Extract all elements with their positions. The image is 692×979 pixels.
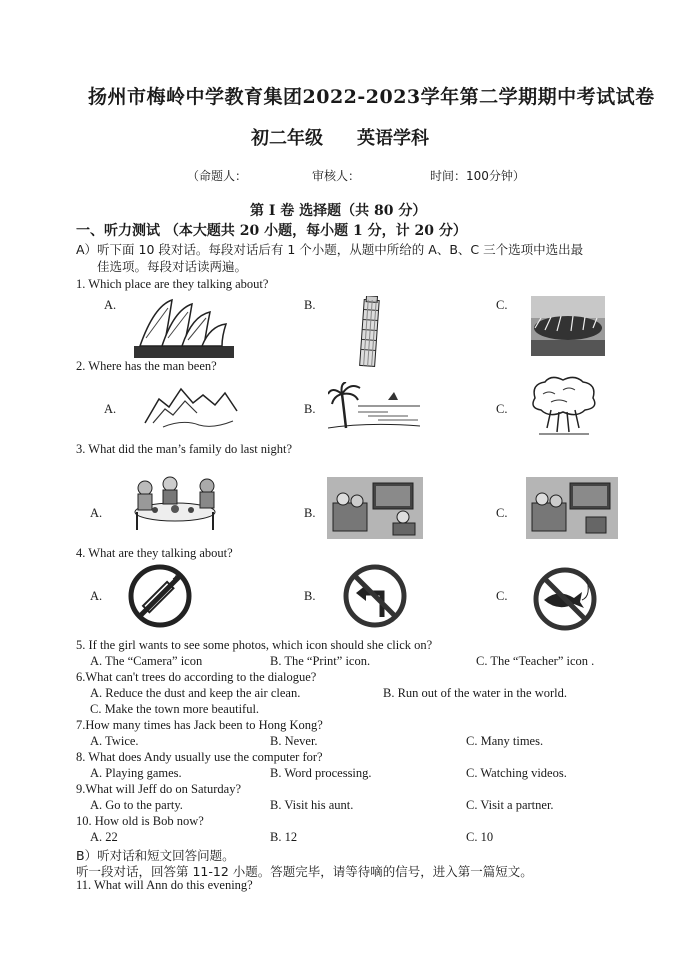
q1-option-a: A. [104,298,117,312]
q2-option-b: B. [304,402,316,416]
q1-option-b: B. [304,298,316,312]
q5-option-b: B. The “Print” icon. [270,654,371,668]
question-10: 10. How old is Bob now? [76,814,204,828]
stadium-icon [531,296,605,356]
question-2: 2. Where has the man been? [76,359,217,373]
q3-option-a: A. [90,506,103,520]
question-11: 11. What will Ann do this evening? [76,878,253,892]
setter-label: （命题人： [187,169,248,183]
reviewer-label: 审核人： [312,169,361,183]
q6-option-a: A. Reduce the dust and keep the air clean. [90,686,301,700]
q10-option-c: C. 10 [466,830,494,844]
question-9: 9.What will Jeff do on Saturday? [76,782,242,796]
q9-option-a: A. Go to the party. [90,798,183,812]
q3-option-b: B. [304,506,316,520]
q7-option-c: C. Many times. [466,734,544,748]
q7-option-a: A. Twice. [90,734,139,748]
q9-option-b: B. Visit his aunt. [270,798,354,812]
opera-house-icon [134,296,234,358]
q8-option-c: C. Watching videos. [466,766,567,780]
family-tv-icon [327,477,423,539]
q1-option-c: C. [496,298,508,312]
q4-option-a: A. [90,589,103,603]
no-smoking-icon [127,563,193,629]
q2-option-a: A. [104,402,117,416]
q10-option-b: B. 12 [270,830,298,844]
question-1: 1. Which place are they talking about? [76,277,269,291]
q6-option-c: C. Make the town more beautiful. [90,702,260,716]
q8-option-a: A. Playing games. [90,766,182,780]
q5-option-a: A. The “Camera” icon [90,654,203,668]
subject-label: 英语学科 [357,128,429,149]
section-heading: 一、听力测试 （本大题共 20 小题，每小题 1 分，计 20 分） [76,223,467,239]
q3-option-c: C. [496,506,508,520]
part-a-instruction-2: 佳选项。每段对话读两遍。 [97,259,248,274]
no-left-turn-icon [342,563,408,629]
family-tv-icon [526,477,618,539]
q4-option-c: C. [496,589,508,603]
question-5: 5. If the girl wants to see some photos, which icon should she click on? [76,638,433,652]
q6-option-b: B. Run out of the water in the world. [383,686,567,700]
question-4: 4. What are they talking about? [76,546,233,560]
family-dinner-icon [125,472,225,536]
mountains-icon [143,383,239,429]
exam-title: 扬州市梅岭中学教育集团2022-2023学年第二学期期中考试试卷 [88,86,655,108]
part-a-instruction-1: A）听下面 10 段对话。每段对话后有 1 个小题，从题中所给的 A、B、C 三个选项中选出最 [76,242,584,257]
q7-option-b: B. Never. [270,734,318,748]
part-b-heading: B）听对话和短文回答问题。 [76,848,235,863]
part-b-instruction: 听一段对话，回答第 11-12 小题。答题完毕，请等待嘀的信号，进入第一篇短文。 [76,864,533,879]
question-8: 8. What does Andy usually use the computer for? [76,750,323,764]
q4-option-b: B. [304,589,316,603]
no-fishing-icon [530,566,600,632]
q8-option-b: B. Word processing. [270,766,372,780]
grade-label: 初二年级 [251,128,323,149]
forest-icon [529,376,597,436]
volume-title: 第 Ⅰ 卷 选择题（共 80 分） [250,203,427,219]
time-label: 时间：100分钟） [430,169,525,183]
q5-option-c: C. The “Teacher” icon . [476,654,595,668]
q2-option-c: C. [496,402,508,416]
q10-option-a: A. 22 [90,830,118,844]
beach-icon [328,382,420,432]
question-3: 3. What did the man’s family do last night? [76,442,293,456]
question-6: 6.What can't trees do according to the dialogue? [76,670,317,684]
leaning-tower-icon [357,296,383,368]
q9-option-c: C. Visit a partner. [466,798,554,812]
question-7: 7.How many times has Jack been to Hong Kong? [76,718,323,732]
